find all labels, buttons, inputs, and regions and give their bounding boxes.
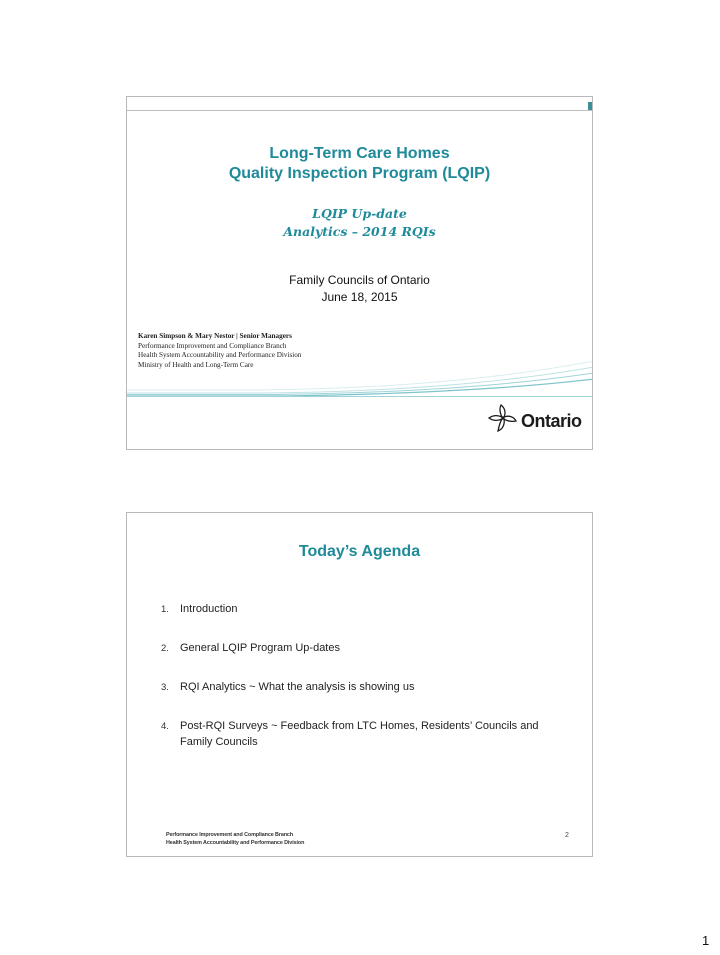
- agenda-item-number: 1.: [161, 604, 169, 615]
- decorative-swoosh: [127, 359, 593, 397]
- presenter-names: Karen Simpson & Mary Nestor | Senior Managers: [138, 332, 292, 340]
- agenda-title: Today’s Agenda: [298, 543, 421, 560]
- agenda-slide: [126, 512, 593, 857]
- top-divider: [127, 110, 592, 111]
- presenter-ministry: Ministry of Health and Long-Term Care: [138, 360, 254, 369]
- agenda-item: [161, 679, 571, 695]
- page-number: 1: [702, 933, 710, 948]
- event-name: Family Councils of Ontario: [289, 273, 430, 287]
- slide-subtitle: [127, 205, 592, 241]
- slide-footer: [166, 831, 304, 847]
- agenda-item-number: 4.: [161, 721, 169, 732]
- bottom-divider: [127, 396, 592, 397]
- title-line-2: Quality Inspection Program (LQIP): [228, 165, 491, 182]
- event-date: June 18, 2015: [321, 290, 398, 304]
- slide-title: [127, 144, 592, 184]
- footer-branch: Performance Improvement and Compliance Branch: [166, 832, 294, 838]
- title-line-1: Long-Term Care Homes: [269, 145, 450, 162]
- agenda-item-text: Post-RQI Surveys ~ Feedback from LTC Homes, Residents’ Councils and Family Councils: [180, 720, 539, 748]
- slide-number: 2: [565, 832, 569, 839]
- ontario-wordmark: Ontario: [521, 411, 582, 431]
- agenda-item-text: General LQIP Program Up-dates: [180, 642, 340, 654]
- agenda-item: [161, 718, 571, 750]
- corner-accent: [588, 102, 592, 110]
- title-slide: [126, 96, 593, 450]
- agenda-item-text: Introduction: [180, 603, 238, 615]
- subtitle-line-1: LQIP Up-date: [312, 206, 407, 221]
- presenter-branch: Performance Improvement and Compliance Branch: [138, 341, 287, 350]
- subtitle-line-2: Analytics – 2014 RQIs: [283, 224, 436, 239]
- agenda-item-number: 2.: [161, 643, 169, 654]
- agenda-item-text: RQI Analytics ~ What the analysis is showing us: [180, 681, 415, 693]
- event-info: [127, 272, 592, 306]
- agenda-item: [161, 601, 571, 617]
- agenda-item: [161, 640, 571, 656]
- presenter-division: Health System Accountability and Performance Division: [138, 351, 302, 359]
- agenda-item-number: 3.: [161, 682, 169, 693]
- footer-division: Health System Accountability and Performance Division: [166, 840, 305, 846]
- agenda-list: [161, 601, 571, 750]
